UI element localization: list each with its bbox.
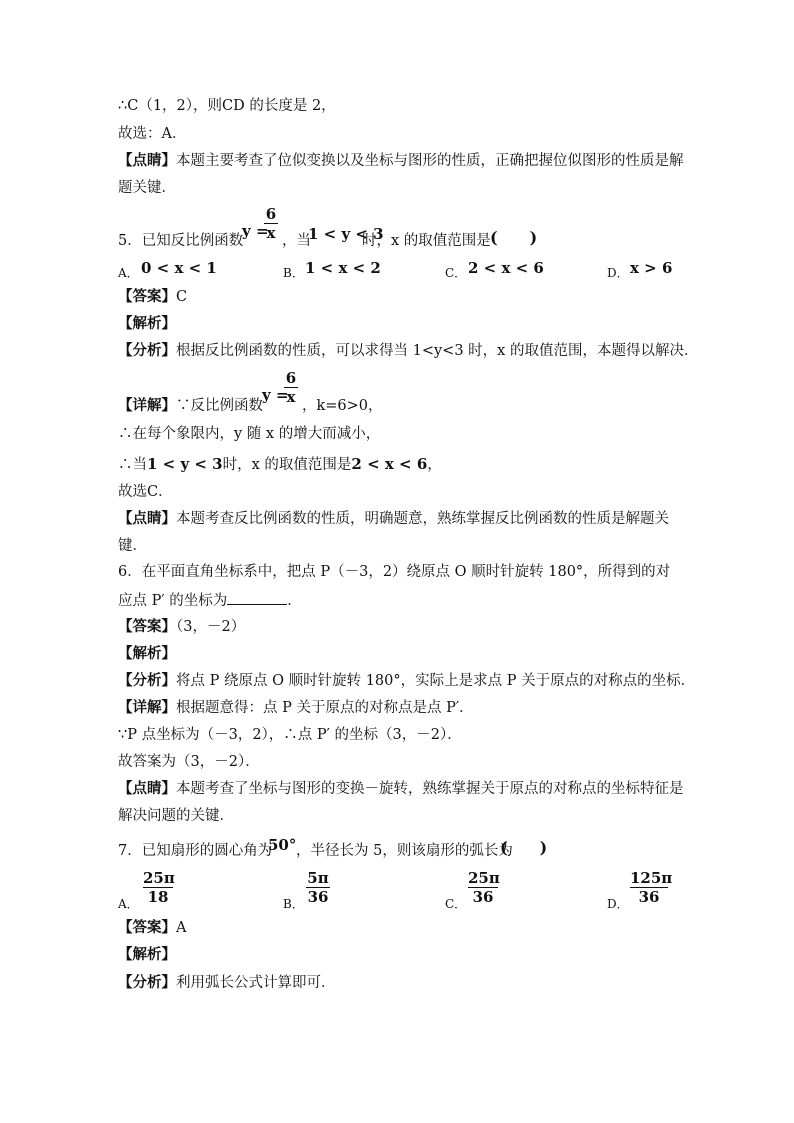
q7-answer	[118, 918, 186, 938]
q7-paren: ( )	[500, 838, 548, 857]
tag-xiangjie: 【详解】	[118, 397, 176, 414]
q7-option-b-label: B．	[283, 897, 304, 911]
xiangjie-k: ，k=6>0，	[302, 398, 383, 414]
q5-y-eq: y =	[242, 222, 269, 240]
text-line: ∴在每个象限内，y 随 x 的增大而减小，	[118, 426, 381, 442]
q7-option-c	[468, 870, 498, 905]
q5-option-d: x > 6	[630, 259, 673, 277]
tag-analysis: 【解析】	[118, 315, 176, 332]
frac-numerator: 25π	[143, 869, 175, 887]
tag-analysis: 【解析】	[118, 946, 176, 963]
line-c-result: 2 < x < 6	[351, 455, 428, 473]
q5-option-a-label: A．	[118, 266, 139, 280]
line-c-mid: 时，x 的取值范围是	[222, 457, 352, 473]
text-line: ∴C（1，2），则CD 的长度是 2，	[118, 98, 336, 114]
q7-option-d-label: D．	[607, 897, 629, 911]
frac-denominator: x	[266, 224, 276, 242]
q7-option-d	[630, 869, 673, 906]
q5-fraction	[264, 206, 278, 241]
dianjing-text: 本题考查反比例函数的性质，明确题意，熟练掌握反比例函数的性质是解题关	[176, 511, 669, 527]
q5-y-eq-2: y =	[262, 386, 289, 404]
tag-dianjing: 【点睛】	[118, 152, 176, 169]
tag-xiangjie: 【详解】	[118, 699, 176, 716]
q5-stem	[118, 231, 243, 251]
q6-stem: 6．在平面直角坐标系中，把点 P（－3，2）绕原点 O 顺时针旋转 180°，所得到的对	[118, 564, 671, 580]
frac-denominator: 36	[307, 888, 329, 906]
q5-option-c-label: C．	[445, 266, 467, 280]
xiangjie-text: 根据题意得：点 P 关于原点的对称点是点 P′．	[176, 700, 474, 716]
text-line: 故选：A．	[118, 126, 187, 142]
q7-option-b	[306, 870, 330, 905]
q6-stem-end: ．	[287, 593, 302, 609]
tag-dianjing: 【点睛】	[118, 780, 176, 797]
tag-fenxi: 【分析】	[118, 672, 176, 689]
answer-value: （3，－2）	[176, 619, 246, 635]
q5-dianjing	[118, 509, 669, 529]
text-line: 题关键．	[118, 180, 176, 196]
q5-option-d-label: D．	[607, 266, 629, 280]
frac-numerator: 25π	[468, 869, 500, 887]
tag-fenxi: 【分析】	[118, 342, 176, 359]
frac-numerator: 6	[285, 369, 297, 387]
frac-denominator: 36	[472, 888, 494, 906]
text-line: 故答案为（3，－2）．	[118, 754, 260, 770]
tag-answer: 【答案】	[118, 618, 176, 635]
q7-option-a-label: A．	[118, 897, 139, 911]
q5-fraction-2	[284, 370, 298, 405]
frac-numerator: 125π	[630, 869, 673, 887]
q6-answer	[118, 617, 245, 637]
tag-answer: 【答案】	[118, 919, 176, 936]
q7-stem-b: ，半径长为 5，则该扇形的弧长为	[296, 843, 513, 859]
text-line: 键．	[118, 538, 147, 554]
q5-prefix: 5．已知反比例函数	[118, 233, 244, 249]
xiangjie-text: ∵反比例函数	[176, 398, 263, 414]
fenxi-text: 根据反比例函数的性质，可以求得当 1<y<3 时，x 的取值范围，本题得以解决．	[176, 343, 699, 359]
q7-fenxi	[118, 973, 336, 993]
answer-value: C	[176, 289, 188, 305]
tag-analysis: 【解析】	[118, 645, 176, 662]
frac-numerator: 6	[265, 205, 277, 223]
frac-denominator: 18	[147, 888, 169, 906]
dianjing-text: 本题考查了坐标与图形的变换－旋转，熟练掌握关于原点的对称点的坐标特征是	[176, 781, 684, 797]
text-line: 故选C．	[118, 484, 173, 500]
q5-suffix: 时，x 的取值范围是	[362, 233, 491, 249]
q5-xiangjie	[118, 396, 263, 416]
q7-angle: 50°	[268, 836, 297, 854]
answer-blank	[227, 590, 287, 605]
q5-fenxi	[118, 341, 698, 361]
fenxi-text: 将点 P 绕原点 O 顺时针旋转 180°，实际上是求点 P 关于原点的对称点的坐标．	[176, 673, 696, 689]
q5-answer	[118, 287, 187, 307]
text-line: ∵P 点坐标为（－3，2），∴点 P′ 的坐标（3，－2）．	[118, 727, 462, 743]
q7-option-c-label: C．	[445, 897, 467, 911]
q7-stem: 7．已知扇形的圆心角为	[118, 843, 273, 859]
tag-dianjing: 【点睛】	[118, 510, 176, 527]
q5-option-b-label: B．	[283, 266, 304, 280]
q5-option-b: 1 < x < 2	[305, 259, 381, 277]
q5-paren: ( )	[490, 228, 538, 247]
frac-numerator: 5π	[307, 869, 329, 887]
tag-answer: 【答案】	[118, 288, 176, 305]
q6-dianjing	[118, 779, 684, 799]
text-line	[118, 454, 442, 475]
q6-stem-2	[118, 590, 302, 611]
q6-stem-text: 应点 P′ 的坐标为	[118, 593, 228, 609]
line-c-prefix: ∴当	[118, 457, 147, 473]
q6-xiangjie	[118, 698, 474, 718]
tag-fenxi: 【分析】	[118, 974, 176, 991]
frac-denominator: 36	[638, 888, 660, 906]
line-c-end: ，	[427, 457, 442, 473]
q7-option-a	[143, 870, 173, 905]
text-line: 解决问题的关键．	[118, 808, 234, 824]
fenxi-text: 利用弧长公式计算即可．	[176, 975, 336, 991]
frac-denominator: x	[286, 388, 296, 406]
q5-cond: 1 < y < 3	[308, 225, 384, 243]
q5-option-a: 0 < x < 1	[141, 259, 217, 277]
line-c-cond: 1 < y < 3	[147, 455, 223, 473]
q5-option-c: 2 < x < 6	[468, 259, 544, 277]
text-line	[118, 151, 684, 171]
dianjing-text: 本题主要考查了位似变换以及坐标与图形的性质，正确把握位似图形的性质是解	[176, 153, 684, 169]
q5-middle: ，当	[282, 233, 311, 249]
q6-fenxi	[118, 671, 695, 691]
answer-value: A	[176, 920, 187, 936]
